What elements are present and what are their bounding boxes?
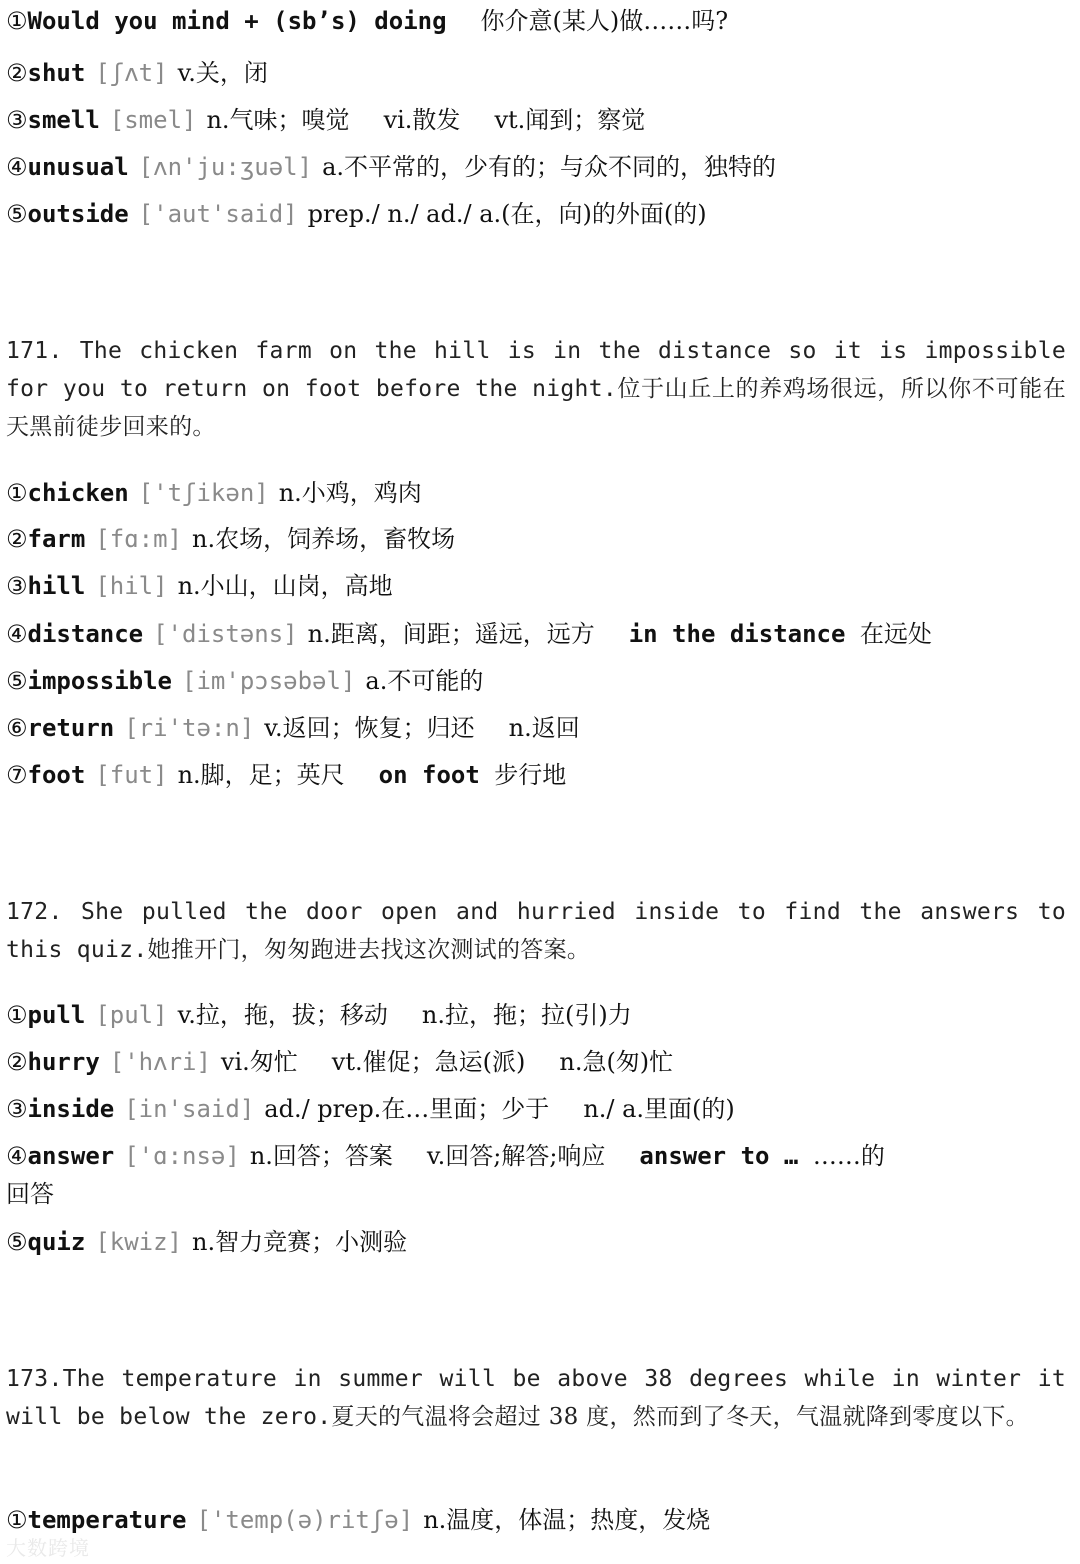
vocab-line <box>6 199 707 229</box>
item-number: ⑤ <box>6 200 28 228</box>
phonetic: ['aut'said] <box>138 200 298 228</box>
vocab-definition: n.小鸡，鸡肉 <box>278 479 422 507</box>
item-number: ① <box>6 1001 28 1029</box>
vocab-word: return <box>27 714 115 742</box>
vocab-definition: n.气味；嗅觉 <box>206 106 350 134</box>
vocab-definition: v.拉，拖，拔；移动 <box>177 1001 388 1029</box>
phonetic: [ri'tə:n] <box>124 714 255 742</box>
vocab-definition: n.智力竞赛；小测验 <box>192 1228 408 1256</box>
item-number: ④ <box>6 1142 28 1170</box>
example-sentence <box>6 332 1066 446</box>
vocab-word: inside <box>27 1095 115 1123</box>
watermark: 大数跨境 <box>6 1536 90 1560</box>
vocab-definition: n.脚，足；英尺 <box>177 761 345 789</box>
phonetic: [smel] <box>109 106 197 134</box>
vocab-word: foot <box>27 761 86 789</box>
vocab-line <box>6 105 645 135</box>
sentence-chinese: 位于山丘上的养鸡场很远，所以你不可能在天黑前徒步回来的。 <box>6 376 1067 440</box>
vocab-word: chicken <box>27 479 129 507</box>
item-number: ④ <box>6 153 28 181</box>
vocab-line <box>6 478 422 508</box>
vocab-definition: ad./ prep.在…里面；少于 <box>264 1095 550 1123</box>
vocab-definition: v.返回；恢复；归还 <box>264 714 475 742</box>
vocab-line <box>6 1000 632 1030</box>
vocab-line <box>6 713 580 743</box>
vocab-definition: n.返回 <box>508 714 580 742</box>
vocab-line <box>6 152 776 182</box>
vocab-line <box>6 58 268 88</box>
item-number: ① <box>6 7 28 35</box>
phonetic: ['hʌri] <box>109 1048 211 1076</box>
item-number: ③ <box>6 106 28 134</box>
vocab-line <box>6 760 566 790</box>
vocab-line <box>6 1047 673 1077</box>
item-number: ⑦ <box>6 761 28 789</box>
phonetic: [kwiz] <box>95 1228 183 1256</box>
vocab-definition: n.急(匆)忙 <box>559 1048 674 1076</box>
vocab-line <box>6 1141 885 1171</box>
item-number: ② <box>6 1048 28 1076</box>
vocab-line <box>6 571 393 601</box>
vocab-definition: a.不可能的 <box>365 667 484 695</box>
item-number: ① <box>6 1506 28 1534</box>
vocab-line <box>6 524 455 554</box>
phonetic: ['tʃikən] <box>138 479 269 507</box>
item-number: ⑤ <box>6 667 28 695</box>
phrase-definition: ……的 <box>812 1142 885 1170</box>
vocab-line <box>6 619 932 649</box>
item-number: ⑤ <box>6 1228 28 1256</box>
example-sentence <box>6 1360 1066 1436</box>
vocab-word: shut <box>27 59 86 87</box>
phonetic: ['ɑ:nsə] <box>124 1142 240 1170</box>
vocab-definition: vt.催促；急运(派) <box>331 1048 526 1076</box>
vocab-definition: v.回答;解答;响应 <box>426 1142 606 1170</box>
vocab-phrase: in the distance <box>628 620 846 648</box>
item-number: ⑥ <box>6 714 28 742</box>
vocab-line <box>6 1227 407 1257</box>
vocab-line <box>6 666 483 696</box>
sentence-chinese: 她推开门，匆匆跑进去找这次测试的答案。 <box>147 937 591 963</box>
sentence-english: 172. She pulled the door open and hurried inside to find the answers to this quiz. <box>6 899 1066 963</box>
vocab-definition: prep./ n./ ad./ a.(在，向)的外面(的) <box>307 200 707 228</box>
phonetic: ['temp(ə)ritʃə] <box>196 1506 414 1534</box>
item-number: ③ <box>6 572 28 600</box>
vocab-definition: v.关，闭 <box>177 59 268 87</box>
phonetic: [fut] <box>95 761 168 789</box>
vocab-definition: n.回答；答案 <box>249 1142 393 1170</box>
item-number: ① <box>6 479 28 507</box>
vocab-word: hill <box>27 572 86 600</box>
vocab-word: impossible <box>27 667 173 695</box>
vocab-word: answer <box>27 1142 115 1170</box>
vocab-definition: n.温度，体温；热度，发烧 <box>423 1506 711 1534</box>
phrase-definition: 步行地 <box>494 761 567 789</box>
vocab-definition: vi.散发 <box>383 106 461 134</box>
phonetic: [im'pɔsəbəl] <box>182 667 356 695</box>
vocab-definition: n.拉，拖；拉(引)力 <box>421 1001 632 1029</box>
item-number: ② <box>6 525 28 553</box>
example-sentence <box>6 893 1066 969</box>
phonetic: ['distəns] <box>153 620 298 648</box>
vocab-word: farm <box>27 525 86 553</box>
vocab-line <box>6 1094 735 1124</box>
phrase-definition: 在远处 <box>859 620 932 648</box>
vocab-line <box>6 1505 710 1535</box>
vocab-phrase: answer to … <box>639 1142 799 1170</box>
vocab-definition: n.农场，饲养场，畜牧场 <box>192 525 456 553</box>
sentence-english: 173.The temperature in summer will be above 38 degrees while in winter it will be below the zero. <box>6 1366 1066 1430</box>
phrase-definition-continued: 回答 <box>6 1180 54 1208</box>
vocab-definition: a.不平常的，少有的；与众不同的，独特的 <box>322 153 776 181</box>
phonetic: [ʌn'ju:ʒuəl] <box>138 153 313 181</box>
vocab-line-continuation <box>6 1179 54 1209</box>
vocab-definition: n.小山，山岗，高地 <box>177 572 393 600</box>
item-number: ③ <box>6 1095 28 1123</box>
phonetic: [pul] <box>95 1001 168 1029</box>
vocab-word: outside <box>27 200 129 228</box>
phonetic: [fɑ:m] <box>95 525 183 553</box>
vocab-definition: n./ a.里面(的) <box>583 1095 735 1123</box>
sentence-chinese: 夏天的气温将会超过 38 度，然而到了冬天，气温就降到零度以下。 <box>331 1404 1029 1430</box>
item-number: ④ <box>6 620 28 648</box>
vocab-definition: vt.闻到；察觉 <box>494 106 646 134</box>
vocab-word: pull <box>27 1001 86 1029</box>
vocab-word: temperature <box>27 1506 187 1534</box>
vocab-word: Would you mind + (sb’s) doing <box>27 7 447 35</box>
vocab-line <box>6 6 728 36</box>
vocab-phrase: on foot <box>378 761 480 789</box>
vocab-word: unusual <box>27 153 129 181</box>
item-number: ② <box>6 59 28 87</box>
vocab-definition: vi.匆忙 <box>220 1048 298 1076</box>
phonetic: [hil] <box>95 572 168 600</box>
phonetic: [in'said] <box>124 1095 255 1123</box>
vocab-definition: n.距离，间距；遥远，远方 <box>307 620 595 648</box>
vocab-word: smell <box>27 106 100 134</box>
vocab-word: distance <box>27 620 144 648</box>
sentence-english: 171. The chicken farm on the hill is in the distance so it is impossible for you to return on foot before the night. <box>6 338 1066 402</box>
phonetic: [ʃʌt] <box>95 59 168 87</box>
vocab-definition: 你介意(某人)做……吗? <box>480 7 729 35</box>
vocab-word: hurry <box>27 1048 100 1076</box>
vocab-word: quiz <box>27 1228 86 1256</box>
